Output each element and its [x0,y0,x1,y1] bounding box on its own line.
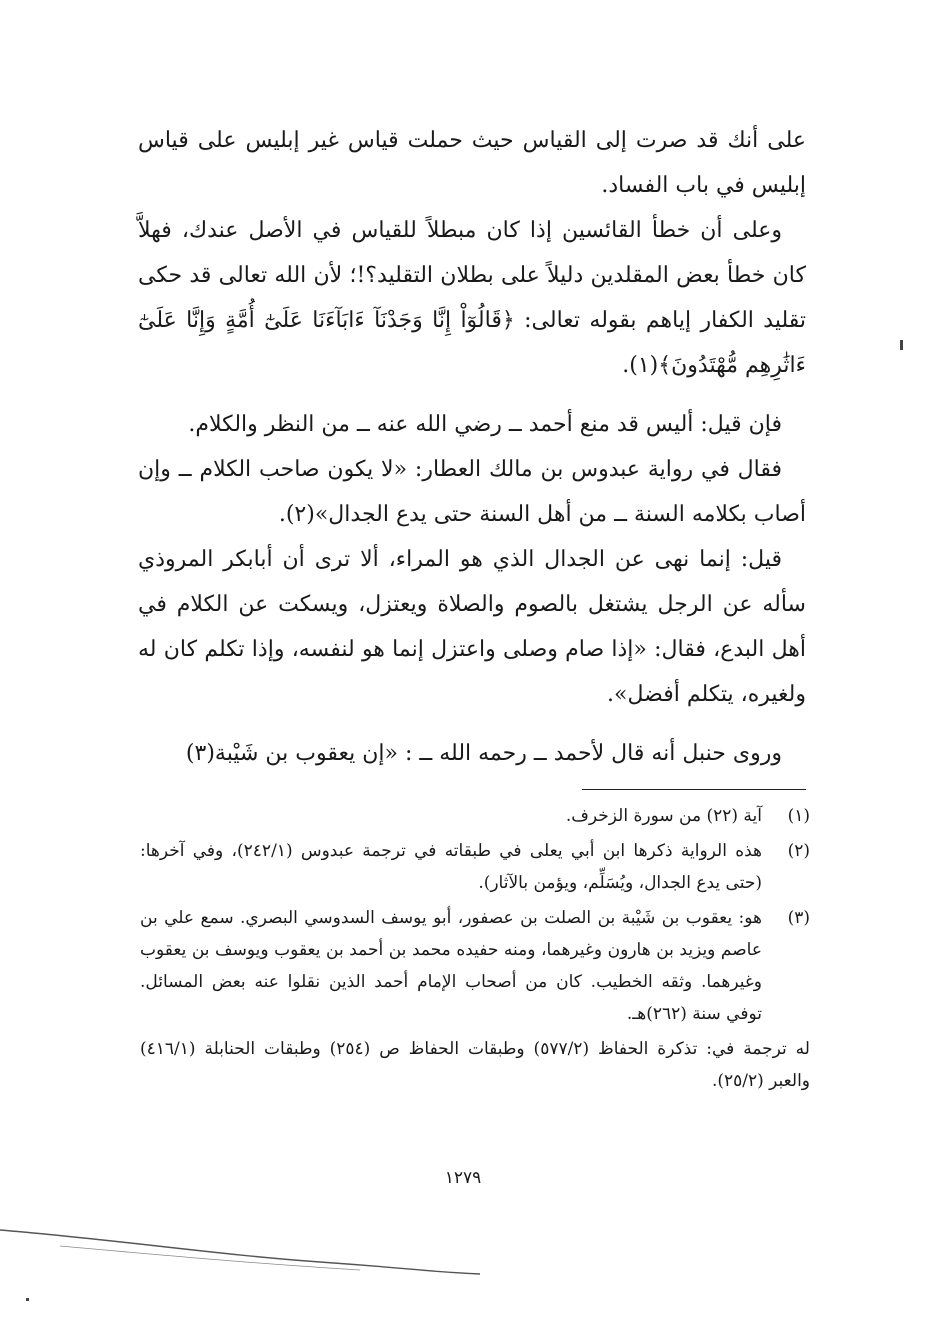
paragraph: على أنك قد صرت إلى القياس حيث حملت قياس غير إبليس على قياس إبليس في باب الفساد. [138,128,806,198]
footnote-separator [582,789,806,790]
paragraph: وروى حنبل أنه قال لأحمد ــ رحمه الله ــ : «إن يعقوب بن شَيْبة(٣) [185,741,782,766]
footnote-number: (١) [787,806,810,826]
footnote [140,902,810,1030]
footnotes [140,800,810,1097]
scan-edge-line [0,1230,480,1274]
paragraph: وعلى أن خطأ القائسين إذا كان مبطلاً للقياس في الأصل عندك، فهلاَّ كان خطأ بعض المقلدين دليلاً على بطلان التقليد؟!؛ لأن الله تعالى قد حكى تقليد الكفار إياهم بقوله تعالى: ﴿قَالُوٓاْ إِنَّا وَجَدْنَآ ءَابَآءَنَا عَلَىٰٓ أُمَّةٍ وَإِنَّا عَلَىٰٓ ءَاثَٰرِهِم مُّهْتَدُونَ﴾(١). [138,218,806,378]
footnote-continuation: له ترجمة في: تذكرة الحفاظ (٥٧٧/٢) وطبقات الحفاظ ص (٢٥٤) وطبقات الحنابلة (٤١٦/١) والعبر (٢٥/٢). [140,1039,810,1091]
footnote [140,835,810,899]
footnote-text: هو: يعقوب بن شَيْبة بن الصلت بن عصفور، أبو يوسف السدوسي البصري. سمع علي بن عاصم ويزيد بن هارون وغيرهما، ومنه حفيده محمد بن أحمد بن يعقوب ويوسف بن يعقوب وغيرهما. وثقه الخطيب. كان من أصحاب الإمام أحمد الذين نقلوا عنه بعض المسائل. توفي سنة (٢٦٢)هـ. [140,908,762,1024]
paragraph: قيل: إنما نهى عن الجدال الذي هو المراء، ألا ترى أن أبابكر المروذي سأله عن الرجل يشتغل بالصوم والصلاة ويعتزل، ويسكت عن الكلام في أهل البدع، فقال: «إذا صام وصلى واعتزل إنما هو لنفسه، وإذا تكلم كان له ولغيره، يتكلم أفضل». [138,547,806,707]
paragraph: فقال في رواية عبدوس بن مالك العطار: «لا يكون صاحب الكلام ــ وإن أصاب بكلامه السنة ــ من أهل السنة حتى يدع الجدال»(٢). [138,457,806,527]
main-text-body [138,118,806,776]
footnote-number: (٢) [787,841,810,861]
footnote-number: (٣) [787,908,810,928]
scan-edge-artifact [0,1200,926,1322]
paragraph: فإن قيل: أليس قد منع أحمد ــ رضي الله عنه ــ من النظر والكلام. [188,412,782,437]
footnote [140,800,810,832]
margin-mark [900,340,903,350]
footnote-text: هذه الرواية ذكرها ابن أبي يعلى في طبقاته في ترجمة عبدوس (٢٤٢/١)، وفي آخرها: (حتى يدع الجدال، ويُسَلِّم، ويؤمن بالآثار). [140,841,763,893]
scan-dot [26,1298,29,1301]
page-number: ١٢٧٩ [444,1168,482,1188]
footnote-text: آية (٢٢) من سورة الزخرف. [565,806,762,826]
scan-edge-line [60,1246,360,1270]
